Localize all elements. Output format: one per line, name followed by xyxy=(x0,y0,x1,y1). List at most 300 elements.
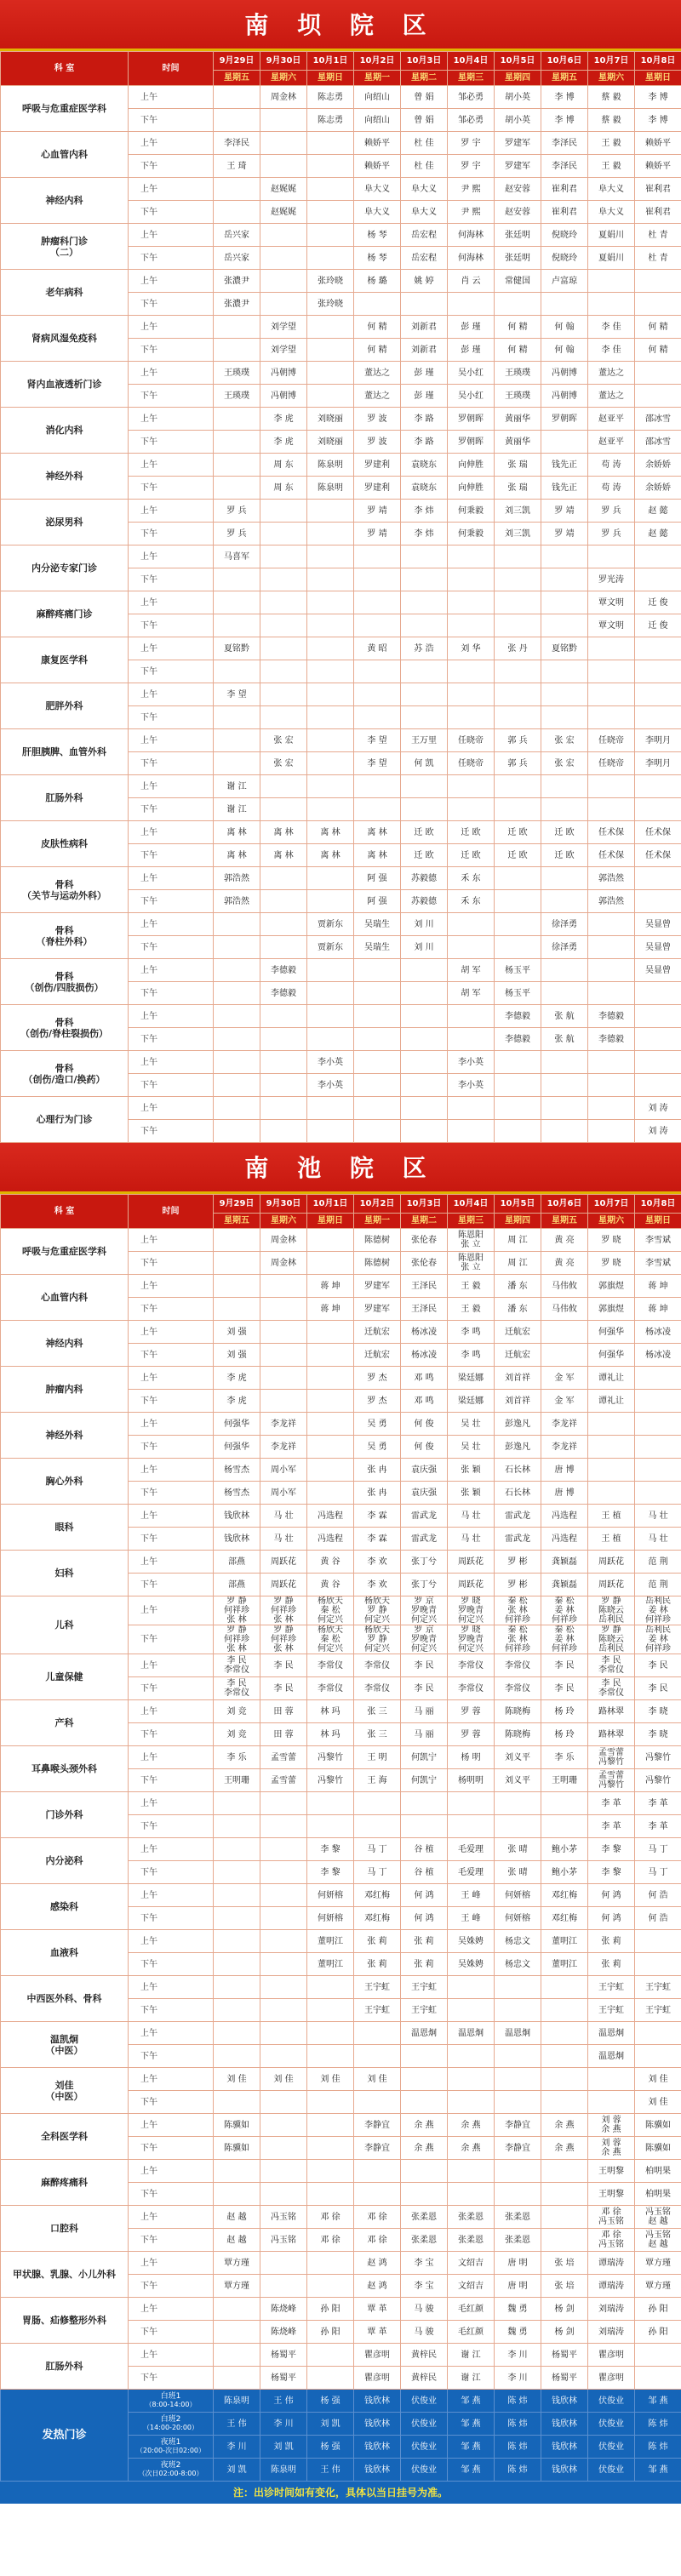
time-slot: 下午 xyxy=(129,1390,214,1413)
doctor-cell: 杨 剑 xyxy=(541,2298,588,2321)
doctor-cell: 禾 东 xyxy=(448,867,495,890)
doctor-cell xyxy=(260,1074,307,1097)
doctor-cell: 王 海 xyxy=(354,1769,401,1792)
doctor-cell xyxy=(354,1815,401,1838)
doctor-cell xyxy=(448,2183,495,2206)
doctor-cell: 罗 兵 xyxy=(588,523,635,545)
doctor-cell: 王万里 xyxy=(401,729,448,752)
doctor-cell xyxy=(588,936,635,959)
doctor-cell: 离 林 xyxy=(260,821,307,844)
doctor-cell: 何强华 xyxy=(588,1321,635,1344)
doctor-cell xyxy=(354,683,401,706)
doctor-cell xyxy=(495,775,541,798)
doctor-cell xyxy=(214,2160,260,2183)
table-row xyxy=(1,683,681,706)
doctor-cell xyxy=(307,1482,354,1505)
doctor-cell xyxy=(354,959,401,982)
doctor-cell: 赵 懿 xyxy=(635,523,681,545)
doctor-cell xyxy=(214,431,260,454)
doctor-cell: 伏俊业 xyxy=(588,2436,635,2459)
doctor-cell xyxy=(635,637,681,660)
doctor-cell: 邹 燕 xyxy=(635,2459,681,2482)
doctor-cell: 谷 植 xyxy=(401,1861,448,1884)
doctor-cell: 王 伟 xyxy=(214,2413,260,2436)
doctor-cell: 张 丹 xyxy=(495,637,541,660)
doctor-cell: 杜 佳 xyxy=(401,155,448,178)
doctor-cell: 伏俊业 xyxy=(401,2390,448,2413)
doctor-cell: 何妍榕 xyxy=(495,1884,541,1907)
doctor-cell: 阿 强 xyxy=(354,867,401,890)
time-slot: 上午 xyxy=(129,1367,214,1390)
doctor-cell: 田 蓉 xyxy=(260,1723,307,1746)
doctor-cell: 刘 凯 xyxy=(260,2436,307,2459)
dept-name: 儿童保健 xyxy=(1,1654,129,1700)
doctor-cell: 雷武龙 xyxy=(401,1505,448,1528)
doctor-cell: 张 培 xyxy=(541,2275,588,2298)
doctor-cell xyxy=(307,545,354,568)
doctor-cell xyxy=(354,293,401,316)
doctor-cell: 李静宜 xyxy=(495,2114,541,2137)
doctor-cell xyxy=(354,614,401,637)
section-nanba-title: 南 坝 院 区 xyxy=(0,0,681,51)
doctor-cell: 罗 静 陈晓云 岳利民 xyxy=(588,1596,635,1625)
time-slot: 下午 xyxy=(129,1344,214,1367)
doctor-cell: 罗 彬 xyxy=(495,1551,541,1574)
doctor-cell: 王宇虹 xyxy=(588,1999,635,2022)
doctor-cell xyxy=(214,1976,260,1999)
doctor-cell: 唐 明 xyxy=(495,2252,541,2275)
doctor-cell: 迁航宏 xyxy=(495,1321,541,1344)
doctor-cell: 离 林 xyxy=(307,821,354,844)
doctor-cell xyxy=(448,545,495,568)
doctor-cell: 罗 晓 罗晚青 何定兴 xyxy=(448,1596,495,1625)
doctor-cell: 李 革 xyxy=(588,1815,635,1838)
doctor-cell: 刘 佳 xyxy=(260,2068,307,2091)
doctor-cell xyxy=(401,660,448,683)
doctor-cell xyxy=(588,706,635,729)
doctor-cell xyxy=(214,2022,260,2045)
doctor-cell: 李 民 xyxy=(635,1677,681,1700)
doctor-cell: 邓 徐 xyxy=(307,2229,354,2252)
doctor-cell: 瞿彦明 xyxy=(354,2367,401,2390)
doctor-cell: 李 望 xyxy=(354,729,401,752)
footer-note: 注：出诊时间如有变化，具体以当日挂号为准。 xyxy=(0,2482,681,2504)
doctor-cell: 柏明果 xyxy=(635,2183,681,2206)
header-date: 10月5日 xyxy=(495,52,541,71)
doctor-cell: 马喜军 xyxy=(214,545,260,568)
doctor-cell: 陈 炜 xyxy=(495,2436,541,2459)
table-row xyxy=(1,408,681,431)
doctor-cell: 马 骏 xyxy=(401,2298,448,2321)
doctor-cell: 罗建军 xyxy=(495,155,541,178)
doctor-cell xyxy=(260,1275,307,1298)
doctor-cell xyxy=(307,2252,354,2275)
doctor-cell xyxy=(260,913,307,936)
doctor-cell xyxy=(354,2091,401,2114)
doctor-cell: 陈 炜 xyxy=(635,2436,681,2459)
dept-name: 肛肠外科 xyxy=(1,775,129,821)
doctor-cell: 石长林 xyxy=(495,1459,541,1482)
doctor-cell xyxy=(214,178,260,201)
doctor-cell: 钱欣林 xyxy=(541,2436,588,2459)
time-slot: 下午 xyxy=(129,936,214,959)
doctor-cell: 王 明 xyxy=(354,1746,401,1769)
doctor-cell: 李德毅 xyxy=(260,982,307,1005)
doctor-cell: 阜大义 xyxy=(588,178,635,201)
doctor-cell xyxy=(260,1907,307,1930)
doctor-cell xyxy=(260,936,307,959)
doctor-cell: 王 琦 xyxy=(214,155,260,178)
doctor-cell: 郭 兵 xyxy=(495,729,541,752)
doctor-cell xyxy=(401,775,448,798)
time-slot: 下午 xyxy=(129,2183,214,2206)
doctor-cell xyxy=(448,591,495,614)
doctor-cell xyxy=(541,2206,588,2229)
time-slot: 下午 xyxy=(129,2367,214,2390)
doctor-cell: 任晓帝 xyxy=(448,752,495,775)
dept-name: 甲状腺、乳腺、小儿外科 xyxy=(1,2252,129,2298)
time-slot: 上午 xyxy=(129,1884,214,1907)
doctor-cell xyxy=(214,1074,260,1097)
time-slot: 上午 xyxy=(129,1596,214,1625)
doctor-cell xyxy=(214,1792,260,1815)
doctor-cell xyxy=(401,1005,448,1028)
doctor-cell: 刘 川 xyxy=(401,913,448,936)
doctor-cell: 陈泉明 xyxy=(307,454,354,477)
doctor-cell xyxy=(260,2091,307,2114)
time-slot: 下午 xyxy=(129,752,214,775)
doctor-cell: 董明江 xyxy=(307,1930,354,1953)
doctor-cell xyxy=(307,1097,354,1120)
doctor-cell xyxy=(354,545,401,568)
doctor-cell: 迁 欧 xyxy=(541,844,588,867)
doctor-cell xyxy=(588,1413,635,1436)
doctor-cell xyxy=(307,752,354,775)
doctor-cell: 陈泉明 xyxy=(214,2390,260,2413)
doctor-cell xyxy=(401,1792,448,1815)
doctor-cell: 覃方瑾 xyxy=(635,2275,681,2298)
doctor-cell xyxy=(495,660,541,683)
doctor-cell: 瞿彦明 xyxy=(588,2367,635,2390)
doctor-cell: 赵亚平 xyxy=(588,431,635,454)
header-weekday: 星期六 xyxy=(260,71,307,86)
doctor-cell: 潘 东 xyxy=(495,1275,541,1298)
doctor-cell: 崔利君 xyxy=(541,178,588,201)
doctor-cell xyxy=(307,1976,354,1999)
doctor-cell xyxy=(307,2114,354,2137)
doctor-cell: 杨 明 xyxy=(448,1746,495,1769)
doctor-cell: 王瑛璞 xyxy=(495,362,541,385)
doctor-cell: 崔利君 xyxy=(635,178,681,201)
doctor-cell xyxy=(354,2160,401,2183)
doctor-cell xyxy=(307,362,354,385)
doctor-cell xyxy=(541,1792,588,1815)
doctor-cell xyxy=(635,890,681,913)
header-date: 9月29日 xyxy=(214,52,260,71)
doctor-cell xyxy=(307,1028,354,1051)
doctor-cell xyxy=(541,1051,588,1074)
doctor-cell: 李 虎 xyxy=(260,431,307,454)
doctor-cell: 李 民 xyxy=(260,1654,307,1677)
doctor-cell: 龚颖磊 xyxy=(541,1551,588,1574)
doctor-cell: 李 民 xyxy=(541,1677,588,1700)
doctor-cell: 陈 炜 xyxy=(495,2413,541,2436)
doctor-cell xyxy=(260,775,307,798)
doctor-cell: 离 林 xyxy=(260,844,307,867)
doctor-cell: 钱欣林 xyxy=(354,2390,401,2413)
doctor-cell: 罗 京 罗晚青 何定兴 xyxy=(401,1596,448,1625)
doctor-cell: 罗 兵 xyxy=(214,500,260,523)
doctor-cell: 离 林 xyxy=(307,844,354,867)
doctor-cell: 邓 徐 冯玉铭 xyxy=(588,2229,635,2252)
table-row xyxy=(1,1700,681,1723)
header-date: 10月2日 xyxy=(354,52,401,71)
table-row xyxy=(1,1930,681,1953)
doctor-cell: 王 毅 xyxy=(448,1275,495,1298)
doctor-cell xyxy=(541,1097,588,1120)
doctor-cell: 雷武龙 xyxy=(401,1528,448,1551)
doctor-cell: 周金林 xyxy=(260,86,307,109)
doctor-cell: 王 峰 xyxy=(448,1907,495,1930)
doctor-cell: 曾 娟 xyxy=(401,109,448,132)
doctor-cell: 邓红梅 xyxy=(354,1907,401,1930)
section-nanchi-title: 南 池 院 区 xyxy=(0,1143,681,1194)
doctor-cell xyxy=(307,982,354,1005)
doctor-cell: 刘 佳 xyxy=(635,2091,681,2114)
doctor-cell: 张 莉 xyxy=(354,1953,401,1976)
doctor-cell xyxy=(635,545,681,568)
doctor-cell: 李小英 xyxy=(307,1051,354,1074)
doctor-cell: 张柔恩 xyxy=(495,2206,541,2229)
doctor-cell: 迁航宏 xyxy=(354,1321,401,1344)
doctor-cell: 郭浩然 xyxy=(214,890,260,913)
doctor-cell: 杨忠文 xyxy=(495,1930,541,1953)
dept-name: 麻醉疼痛科 xyxy=(1,2160,129,2206)
doctor-cell: 李 宝 xyxy=(401,2252,448,2275)
doctor-cell xyxy=(495,591,541,614)
doctor-cell: 岳兴家 xyxy=(214,224,260,247)
time-slot: 上午 xyxy=(129,867,214,890)
dept-name: 呼吸与危重症医学科 xyxy=(1,86,129,132)
doctor-cell: 崔利君 xyxy=(541,201,588,224)
doctor-cell: 刘三凯 xyxy=(495,500,541,523)
doctor-cell: 张伦春 xyxy=(401,1229,448,1252)
doctor-cell xyxy=(635,1413,681,1436)
doctor-cell xyxy=(448,1120,495,1143)
doctor-cell xyxy=(260,247,307,270)
doctor-cell: 李 革 xyxy=(588,1792,635,1815)
doctor-cell: 杨雪杰 xyxy=(214,1482,260,1505)
doctor-cell: 李 黎 xyxy=(588,1861,635,1884)
doctor-cell: 余娇娇 xyxy=(635,477,681,500)
doctor-cell xyxy=(354,568,401,591)
doctor-cell xyxy=(635,1953,681,1976)
time-slot: 上午 xyxy=(129,132,214,155)
doctor-cell: 冯黎竹 xyxy=(307,1746,354,1769)
time-slot: 上午 xyxy=(129,959,214,982)
doctor-cell xyxy=(448,1976,495,1999)
doctor-cell xyxy=(541,775,588,798)
doctor-cell: 李 望 xyxy=(354,752,401,775)
time-slot: 下午 xyxy=(129,523,214,545)
dept-name: 眼科 xyxy=(1,1505,129,1551)
doctor-cell: 张柔恩 xyxy=(448,2206,495,2229)
doctor-cell xyxy=(401,2045,448,2068)
header-date: 10月7日 xyxy=(588,52,635,71)
doctor-cell: 冯选程 xyxy=(541,1505,588,1528)
time-slot: 下午 xyxy=(129,1120,214,1143)
header-weekday: 星期一 xyxy=(354,1214,401,1229)
doctor-cell: 杨 玲 xyxy=(541,1700,588,1723)
doctor-cell xyxy=(541,2068,588,2091)
doctor-cell xyxy=(588,1097,635,1120)
doctor-cell: 赵 越 xyxy=(214,2229,260,2252)
doctor-cell: 郭浩然 xyxy=(588,890,635,913)
doctor-cell: 吴小红 xyxy=(448,385,495,408)
doctor-cell: 李常仪 xyxy=(448,1654,495,1677)
doctor-cell: 阿 强 xyxy=(354,890,401,913)
doctor-cell xyxy=(495,798,541,821)
table-row xyxy=(1,545,681,568)
doctor-cell: 刘 佳 xyxy=(635,2068,681,2091)
doctor-cell: 李静宜 xyxy=(354,2137,401,2160)
doctor-cell: 张玲晓 xyxy=(307,270,354,293)
doctor-cell xyxy=(307,201,354,224)
doctor-cell xyxy=(307,614,354,637)
doctor-cell xyxy=(635,1436,681,1459)
doctor-cell: 李德毅 xyxy=(260,959,307,982)
time-slot: 上午 xyxy=(129,454,214,477)
doctor-cell xyxy=(214,1953,260,1976)
table-row xyxy=(1,454,681,477)
doctor-cell: 杨冰凌 xyxy=(635,1321,681,1344)
doctor-cell: 黄 亮 xyxy=(541,1229,588,1252)
time-slot: 上午 xyxy=(129,729,214,752)
doctor-cell xyxy=(448,614,495,637)
doctor-cell xyxy=(260,545,307,568)
doctor-cell: 李 民 xyxy=(260,1677,307,1700)
doctor-cell xyxy=(354,706,401,729)
doctor-cell: 冯玉铭 xyxy=(260,2206,307,2229)
doctor-cell: 陈泉明 xyxy=(307,477,354,500)
doctor-cell xyxy=(260,270,307,293)
doctor-cell: 杜 青 xyxy=(635,247,681,270)
table-row xyxy=(1,1321,681,1344)
doctor-cell xyxy=(541,2160,588,2183)
doctor-cell: 谢 江 xyxy=(448,2367,495,2390)
doctor-cell xyxy=(214,2045,260,2068)
doctor-cell xyxy=(260,1390,307,1413)
header-weekday: 星期五 xyxy=(541,1214,588,1229)
dept-name: 肝胆胰脾、血管外科 xyxy=(1,729,129,775)
doctor-cell: 彭逸凡 xyxy=(495,1436,541,1459)
doctor-cell: 刘 竞 xyxy=(214,1723,260,1746)
doctor-cell: 何凯宁 xyxy=(401,1769,448,1792)
time-slot: 上午 xyxy=(129,545,214,568)
doctor-cell xyxy=(214,1252,260,1275)
table-row xyxy=(1,224,681,247)
doctor-cell: 黄丽华 xyxy=(495,408,541,431)
doctor-cell: 李 川 xyxy=(260,2413,307,2436)
time-slot: 上午 xyxy=(129,1229,214,1252)
doctor-cell: 张 晴 xyxy=(495,1861,541,1884)
doctor-cell xyxy=(635,1367,681,1390)
doctor-cell: 伏俊业 xyxy=(401,2436,448,2459)
doctor-cell: 王宇虹 xyxy=(354,1999,401,2022)
doctor-cell: 陈志勇 xyxy=(307,86,354,109)
time-slot: 上午 xyxy=(129,1413,214,1436)
doctor-cell: 伏俊业 xyxy=(401,2413,448,2436)
doctor-cell xyxy=(635,2344,681,2367)
doctor-cell xyxy=(260,798,307,821)
doctor-cell xyxy=(588,545,635,568)
doctor-cell: 李 霖 xyxy=(354,1505,401,1528)
doctor-cell: 贾新东 xyxy=(307,913,354,936)
doctor-cell xyxy=(354,2045,401,2068)
doctor-cell: 倪晓玲 xyxy=(541,224,588,247)
doctor-cell: 袁庆强 xyxy=(401,1459,448,1482)
time-slot: 下午 xyxy=(129,1482,214,1505)
doctor-cell: 罗 静 何祥珍 张 林 xyxy=(260,1625,307,1654)
doctor-cell: 冯黎竹 xyxy=(635,1769,681,1792)
dept-name: 中西医外科、骨科 xyxy=(1,1976,129,2022)
time-slot: 下午 xyxy=(129,1436,214,1459)
doctor-cell: 周小军 xyxy=(260,1459,307,1482)
doctor-cell: 黄梓民 xyxy=(401,2344,448,2367)
time-slot: 下午 xyxy=(129,2091,214,2114)
doctor-cell: 张 三 xyxy=(354,1723,401,1746)
header-date: 10月4日 xyxy=(448,1195,495,1214)
time-slot: 上午 xyxy=(129,821,214,844)
time-slot: 上午 xyxy=(129,1275,214,1298)
doctor-cell: 任术保 xyxy=(635,821,681,844)
doctor-cell: 邹 燕 xyxy=(448,2436,495,2459)
doctor-cell xyxy=(260,1097,307,1120)
doctor-cell: 彭 瑾 xyxy=(401,362,448,385)
doctor-cell: 杨玉平 xyxy=(495,982,541,1005)
dept-name: 全科医学科 xyxy=(1,2114,129,2160)
dept-name: 血液科 xyxy=(1,1930,129,1976)
doctor-cell: 王泽民 xyxy=(401,1298,448,1321)
doctor-cell: 赵亚平 xyxy=(588,408,635,431)
dept-name: 肿瘤内科 xyxy=(1,1367,129,1413)
doctor-cell: 张 航 xyxy=(541,1028,588,1051)
doctor-cell xyxy=(214,568,260,591)
doctor-cell: 赵安蓉 xyxy=(495,201,541,224)
doctor-cell xyxy=(260,683,307,706)
doctor-cell: 何 鸿 xyxy=(588,1884,635,1907)
doctor-cell: 李泽民 xyxy=(541,132,588,155)
doctor-cell: 何秉毅 xyxy=(448,523,495,545)
doctor-cell xyxy=(495,1120,541,1143)
doctor-cell: 赖娇平 xyxy=(635,155,681,178)
doctor-cell: 邓 徐 冯玉铭 xyxy=(588,2206,635,2229)
time-slot: 下午 xyxy=(129,1574,214,1596)
doctor-cell: 夏铭黔 xyxy=(214,637,260,660)
doctor-cell xyxy=(588,2091,635,2114)
dept-name: 肛肠外科 xyxy=(1,2344,129,2390)
time-slot: 下午 xyxy=(129,1528,214,1551)
doctor-cell: 张濃尹 xyxy=(214,293,260,316)
doctor-cell xyxy=(495,936,541,959)
time-slot: 上午 xyxy=(129,1051,214,1074)
doctor-cell: 王宇虹 xyxy=(401,1976,448,1999)
doctor-cell: 钱欣林 xyxy=(354,2436,401,2459)
doctor-cell xyxy=(307,339,354,362)
doctor-cell: 毛爱理 xyxy=(448,1861,495,1884)
time-slot: 下午 xyxy=(129,1953,214,1976)
header-date: 10月3日 xyxy=(401,1195,448,1214)
